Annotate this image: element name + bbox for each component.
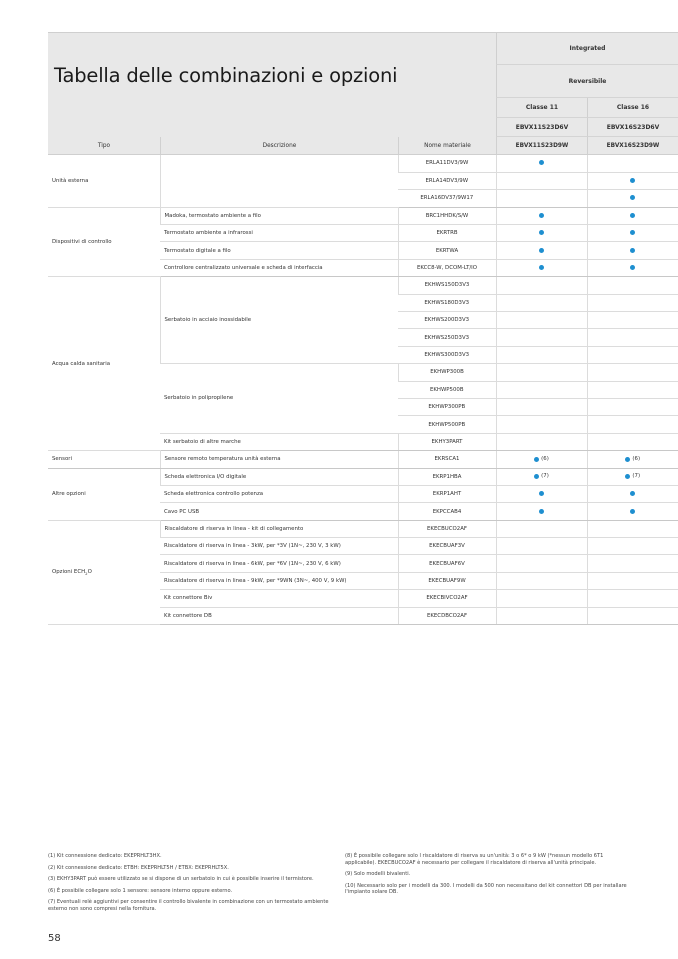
available-dot-icon (630, 248, 635, 253)
cell-tipo: Altre opzioni (48, 468, 160, 520)
availability-cell (496, 225, 587, 242)
footnote: (1) Kit connessione dedicato: EKEPRHLT3HX. (48, 853, 162, 859)
cell-nome-materiale: EKRP1HBA (398, 468, 496, 485)
availability-cell (587, 242, 678, 259)
cell-tipo: Unità esterna (48, 155, 160, 207)
cell-descrizione: Serbatoio in acciaio inossidabile (160, 277, 398, 364)
availability-cell (496, 572, 587, 589)
cell-nome-materiale: EKRTWA (398, 242, 496, 259)
availability-cell (496, 398, 587, 415)
cell-descrizione: Cavo PC USB (160, 503, 398, 520)
availability-cell (587, 190, 678, 207)
col-model-16-d9w: EBVX16S23D9W (587, 137, 678, 154)
availability-cell (587, 277, 678, 294)
page-number: 58 (48, 933, 61, 944)
tipo-subscript: 2 (85, 570, 88, 576)
cell-nome-materiale: EKHWP500B (398, 381, 496, 398)
combinations-table (48, 155, 678, 625)
cell-nome-materiale: BRC1HHDK/S/W (398, 207, 496, 224)
cell-nome-materiale: EKRP1AHT (398, 485, 496, 502)
header-integrated: Integrated (496, 32, 678, 65)
header-classe-11: Classe 11 (496, 98, 587, 118)
availability-cell (496, 433, 587, 450)
availability-cell (587, 312, 678, 329)
available-dot-icon (534, 474, 539, 479)
footnote-ref: (7) (541, 473, 549, 480)
cell-descrizione: Kit connettore Biv (160, 590, 398, 607)
table-row (48, 468, 678, 485)
availability-cell (587, 485, 678, 502)
title-cell (48, 32, 496, 137)
availability-cell (587, 172, 678, 189)
cell-nome-materiale: EKHWS180D3V3 (398, 294, 496, 311)
table-row (48, 155, 678, 172)
cell-nome-materiale: ERLA16DV37/9W17 (398, 190, 496, 207)
availability-cell (587, 207, 678, 224)
col-model-11-d9w: EBVX11S23D9W (496, 137, 587, 154)
cell-nome-materiale: EKECBUAF6V (398, 555, 496, 572)
cell-descrizione: Controllore centralizzato universale e scheda di interfaccia (160, 259, 398, 276)
cell-descrizione: Scheda elettronica controllo potenza (160, 485, 398, 502)
table-body (48, 155, 678, 625)
availability-cell (587, 329, 678, 346)
availability-cell (587, 572, 678, 589)
availability-cell (496, 364, 587, 381)
availability-cell (496, 346, 587, 363)
cell-nome-materiale: EKPCCAB4 (398, 503, 496, 520)
availability-cell (496, 329, 587, 346)
availability-cell (587, 520, 678, 537)
cell-tipo (48, 520, 160, 624)
available-dot-icon (539, 213, 544, 218)
header-model-11-d6v: EBVX11S23D6V (496, 118, 587, 137)
cell-descrizione: Termostato ambiente a infrarossi (160, 225, 398, 242)
footnotes-left (48, 853, 333, 918)
availability-cell (587, 381, 678, 398)
availability-cell (496, 190, 587, 207)
footnotes-right (345, 853, 635, 901)
available-dot-icon (630, 265, 635, 270)
availability-cell (587, 433, 678, 450)
available-dot-icon (630, 509, 635, 514)
page-title: Tabella delle combinazioni e opzioni (54, 64, 398, 88)
availability-cell (587, 607, 678, 624)
availability-cell (496, 520, 587, 537)
cell-nome-materiale: EKHWS150D3V3 (398, 277, 496, 294)
cell-nome-materiale: EKHY3PART (398, 433, 496, 450)
cell-nome-materiale: EKHWS300D3V3 (398, 346, 496, 363)
footnote-ref: (7) (632, 473, 641, 480)
available-dot-icon (539, 230, 544, 235)
footnote-ref: (6) (541, 456, 549, 463)
cell-nome-materiale: ERLA11DV3/9W (398, 155, 496, 172)
footnote-ref: (6) (632, 456, 641, 463)
availability-cell (496, 468, 587, 485)
available-dot-icon (630, 213, 635, 218)
availability-cell (587, 259, 678, 276)
cell-nome-materiale: EKHWS250D3V3 (398, 329, 496, 346)
cell-descrizione: Serbatoio in polipropilene (160, 364, 398, 434)
header-reversibile: Reversibile (496, 65, 678, 98)
table-row (48, 451, 678, 468)
cell-nome-materiale: EKCC8-W, DCOM-LT/IO (398, 259, 496, 276)
footnote: (8) È possibile collegare solo l riscaldatore di riserva su un'unità: 3 o 6* o 9 kW (*nessun modello 6T1 applicabile). EKECBUCO2AF è necessario per collegare il riscaldatore di riserva all'unità principale. (345, 853, 604, 866)
tipo-label-suffix: O (87, 568, 92, 575)
cell-nome-materiale: EKECBUCO2AF (398, 520, 496, 537)
available-dot-icon (630, 491, 635, 496)
cell-descrizione: Kit serbatoio di altre marche (160, 433, 398, 450)
cell-descrizione: Kit connettore DB (160, 607, 398, 624)
footnote: (6) È possibile collegare solo 1 sensore: sensore interno oppure esterno. (48, 887, 233, 894)
table-row (48, 520, 678, 537)
availability-cell (587, 538, 678, 555)
cell-tipo: Dispositivi di controllo (48, 207, 160, 277)
cell-nome-materiale: EKHWP500PB (398, 416, 496, 433)
available-dot-icon (625, 457, 630, 462)
available-dot-icon (630, 195, 635, 200)
available-dot-icon (539, 491, 544, 496)
cell-descrizione: Riscaldatore di riserva in linea - 6kW, per *6V (1N~, 230 V, 6 kW) (160, 555, 398, 572)
availability-cell (496, 555, 587, 572)
availability-cell (496, 312, 587, 329)
cell-descrizione: Termostato digitale a filo (160, 242, 398, 259)
cell-nome-materiale: EKECBUAF3V (398, 538, 496, 555)
tipo-label: Opzioni ECH (52, 568, 86, 575)
cell-nome-materiale: EKRSCA1 (398, 451, 496, 468)
available-dot-icon (539, 248, 544, 253)
cell-nome-materiale: EKHWP300PB (398, 398, 496, 415)
footnote: (3) EKHY3PART può essere utilizzato se si dispone di un serbatoio in cui è possibile inserire il termistore. (48, 876, 314, 883)
availability-cell (496, 538, 587, 555)
availability-cell (496, 155, 587, 172)
available-dot-icon (539, 509, 544, 514)
availability-cell (496, 485, 587, 502)
availability-cell (496, 607, 587, 624)
available-dot-icon (625, 474, 630, 479)
cell-descrizione: Riscaldatore di riserva in linea - 9kW, per *9WN (3N~, 400 V, 9 kW) (160, 572, 398, 589)
availability-cell (587, 555, 678, 572)
availability-cell (496, 416, 587, 433)
availability-cell (496, 503, 587, 520)
availability-cell (587, 468, 678, 485)
availability-cell (496, 381, 587, 398)
availability-cell (496, 277, 587, 294)
cell-nome-materiale: ERLA14DV3/9W (398, 172, 496, 189)
available-dot-icon (630, 230, 635, 235)
availability-cell (496, 172, 587, 189)
cell-descrizione: Madoka, termostato ambiente a filo (160, 207, 398, 224)
col-descrizione: Descrizione (160, 137, 398, 154)
cell-descrizione: Riscaldatore di riserva in linea - 3kW, per *3V (1N~, 230 V, 3 kW) (160, 538, 398, 555)
availability-cell (587, 590, 678, 607)
header-model-16-d6v: EBVX16S23D6V (587, 118, 678, 137)
col-tipo: Tipo (97, 142, 111, 149)
availability-cell (496, 590, 587, 607)
cell-nome-materiale: EKECDBCO2AF (398, 607, 496, 624)
column-header-row (48, 137, 678, 155)
available-dot-icon (539, 265, 544, 270)
availability-cell (496, 451, 587, 468)
availability-cell (587, 155, 678, 172)
table-row (48, 207, 678, 224)
cell-nome-materiale: EKRTRB (398, 225, 496, 242)
availability-cell (587, 416, 678, 433)
cell-tipo: Acqua calda sanitaria (48, 277, 160, 451)
cell-descrizione (160, 155, 398, 207)
availability-cell (587, 398, 678, 415)
available-dot-icon (534, 457, 539, 462)
footnote: (2) Kit connessione dedicato: ETBH: EKEPRHLT5H / ETBX: EKEPRHLT5X. (48, 864, 229, 871)
cell-tipo: Sensori (48, 451, 160, 468)
cell-descrizione: Scheda elettronica I/O digitale (160, 468, 398, 485)
availability-cell (496, 294, 587, 311)
cell-descrizione: Riscaldatore di riserva in linea - kit di collegamento (160, 520, 398, 537)
cell-nome-materiale: EKECBUAF9W (398, 572, 496, 589)
availability-cell (496, 207, 587, 224)
cell-nome-materiale: EKECBIVCO2AF (398, 590, 496, 607)
cell-nome-materiale: EKHWP300B (398, 364, 496, 381)
availability-cell (587, 294, 678, 311)
availability-cell (496, 259, 587, 276)
availability-cell (496, 242, 587, 259)
available-dot-icon (630, 178, 635, 183)
availability-cell (587, 346, 678, 363)
header-classe-16: Classe 16 (587, 98, 678, 118)
footnote: (10) Necessario solo per i modelli da 300. I modelli da 500 non necessitano del kit connettori DB per installare l'impianto solare DB. (345, 882, 627, 896)
availability-cell (587, 364, 678, 381)
availability-cell (587, 225, 678, 242)
availability-cell (587, 451, 678, 468)
footnote: (9) Solo modelli bivalenti. (345, 871, 411, 878)
available-dot-icon (539, 160, 544, 165)
footnote: (7) Eventuali relè aggiuntivi per consentire il controllo bivalente in combinazione con un termostato ambiente esterno non sono compresi nella fornitura. (48, 899, 329, 912)
cell-nome-materiale: EKHWS200D3V3 (398, 312, 496, 329)
cell-descrizione: Sensore remoto temperatura unità esterna (160, 451, 398, 468)
table-row (48, 277, 678, 294)
col-nome-materiale: Nome materiale (398, 137, 496, 154)
availability-cell (587, 503, 678, 520)
